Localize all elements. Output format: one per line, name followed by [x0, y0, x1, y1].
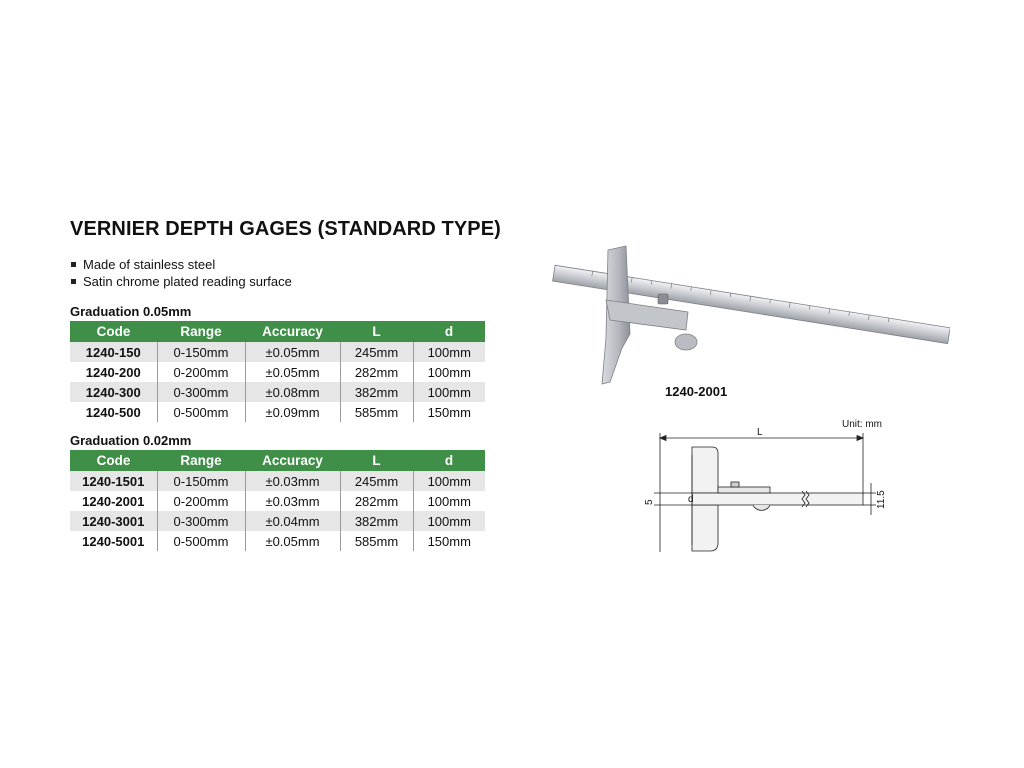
cell-accuracy: ±0.03mm — [245, 471, 340, 491]
cell-accuracy: ±0.05mm — [245, 362, 340, 382]
column-header-l: L — [340, 450, 413, 471]
column-header-code: Code — [70, 450, 157, 471]
cell-d: 100mm — [413, 511, 485, 531]
dimension-label-d: d — [688, 494, 694, 505]
cell-range: 0-150mm — [157, 342, 245, 362]
cell-accuracy: ±0.09mm — [245, 402, 340, 422]
graduation-label: Graduation 0.05mm — [70, 304, 192, 319]
cell-d: 100mm — [413, 491, 485, 511]
cell-code: 1240-300 — [70, 382, 157, 402]
table-row — [70, 402, 485, 422]
cell-l: 245mm — [340, 471, 413, 491]
graduation-label: Graduation 0.02mm — [70, 433, 192, 448]
cell-code: 1240-1501 — [70, 471, 157, 491]
unit-label: Unit: mm — [842, 419, 882, 430]
cell-code: 1240-500 — [70, 402, 157, 422]
cell-l: 282mm — [340, 491, 413, 511]
depth-gage-photo — [548, 238, 950, 388]
cell-l: 585mm — [340, 402, 413, 422]
table-row — [70, 531, 485, 551]
dimension-label-thickness: 5 — [644, 499, 655, 505]
cell-range: 0-300mm — [157, 511, 245, 531]
cell-range: 0-500mm — [157, 402, 245, 422]
cell-code: 1240-5001 — [70, 531, 157, 551]
cell-l: 382mm — [340, 511, 413, 531]
cell-code: 1240-150 — [70, 342, 157, 362]
cell-l: 382mm — [340, 382, 413, 402]
cell-range: 0-300mm — [157, 382, 245, 402]
table-row — [70, 342, 485, 362]
column-header-code: Code — [70, 321, 157, 342]
dimension-drawing — [640, 425, 900, 560]
feature-item: Made of stainless steel — [70, 256, 292, 273]
cell-d: 100mm — [413, 362, 485, 382]
table-row — [70, 382, 485, 402]
cell-range: 0-150mm — [157, 471, 245, 491]
table-header-row — [70, 450, 485, 471]
spec-table-005 — [70, 321, 485, 422]
table-row — [70, 491, 485, 511]
cell-accuracy: ±0.05mm — [245, 342, 340, 362]
cell-range: 0-500mm — [157, 531, 245, 551]
column-header-accuracy: Accuracy — [245, 321, 340, 342]
cell-range: 0-200mm — [157, 362, 245, 382]
table-header-row — [70, 321, 485, 342]
cell-l: 245mm — [340, 342, 413, 362]
table-row — [70, 362, 485, 382]
cell-d: 150mm — [413, 531, 485, 551]
cell-accuracy: ±0.03mm — [245, 491, 340, 511]
feature-list — [70, 256, 292, 290]
column-header-range: Range — [157, 450, 245, 471]
cell-l: 282mm — [340, 362, 413, 382]
column-header-d: d — [413, 450, 485, 471]
table-row — [70, 511, 485, 531]
cell-code: 1240-3001 — [70, 511, 157, 531]
column-header-accuracy: Accuracy — [245, 450, 340, 471]
cell-accuracy: ±0.04mm — [245, 511, 340, 531]
column-header-l: L — [340, 321, 413, 342]
page-title: VERNIER DEPTH GAGES (STANDARD TYPE) — [70, 218, 501, 240]
cell-accuracy: ±0.08mm — [245, 382, 340, 402]
photo-caption: 1240-2001 — [665, 384, 728, 399]
column-header-range: Range — [157, 321, 245, 342]
cell-d: 100mm — [413, 342, 485, 362]
cell-d: 150mm — [413, 402, 485, 422]
feature-item: Satin chrome plated reading surface — [70, 273, 292, 290]
cell-l: 585mm — [340, 531, 413, 551]
cell-d: 100mm — [413, 382, 485, 402]
cell-code: 1240-2001 — [70, 491, 157, 511]
column-header-d: d — [413, 321, 485, 342]
dimension-label-width: 11.5 — [876, 490, 887, 509]
cell-accuracy: ±0.05mm — [245, 531, 340, 551]
cell-range: 0-200mm — [157, 491, 245, 511]
dimension-label-l: L — [757, 427, 763, 438]
spec-table-002 — [70, 450, 485, 551]
cell-d: 100mm — [413, 471, 485, 491]
cell-code: 1240-200 — [70, 362, 157, 382]
table-row — [70, 471, 485, 491]
